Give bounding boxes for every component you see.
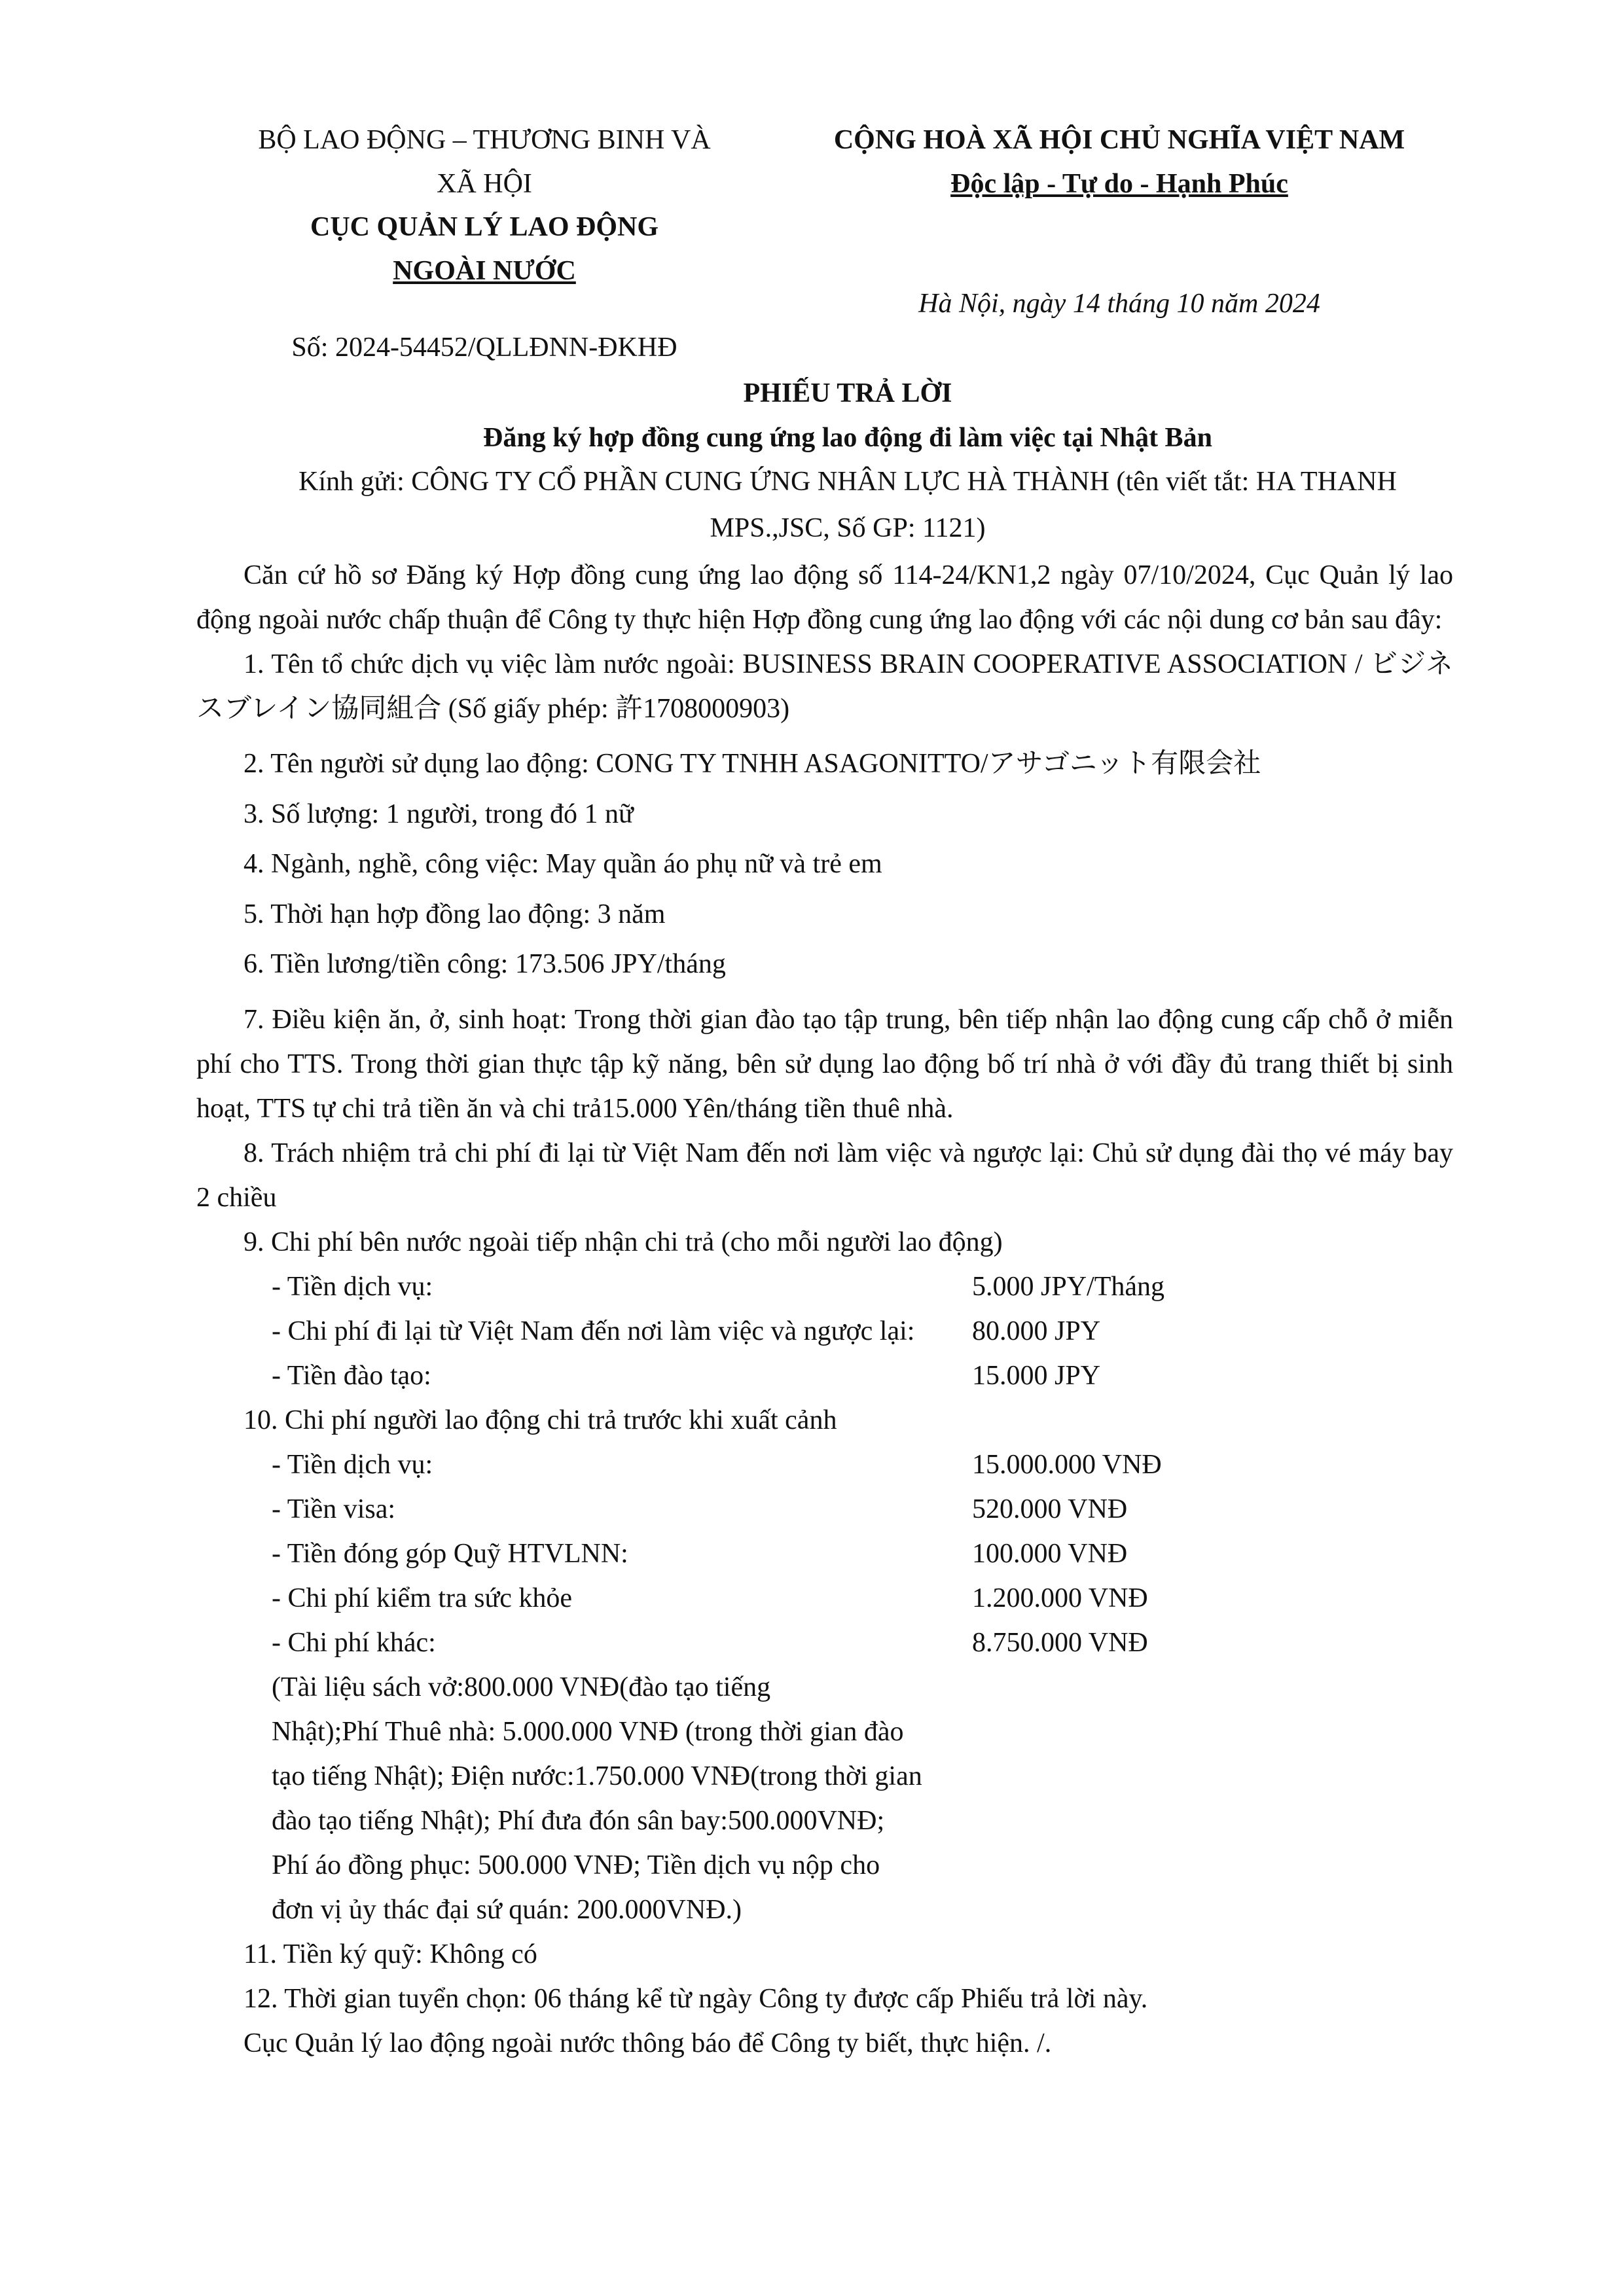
issuer-block	[216, 123, 753, 288]
item-10: 10. Chi phí người lao động chi trả trước khi xuất cảnh	[244, 1405, 837, 1435]
note-line: đơn vị ủy thác đại sứ quán: 200.000VNĐ.)	[272, 1895, 742, 1926]
cost-row	[196, 1576, 1453, 1621]
cost-row	[196, 1487, 1453, 1532]
cost-row	[196, 1443, 1453, 1487]
note-line: tạo tiếng Nhật); Điện nước:1.750.000 VNĐ(trong thời gian	[272, 1761, 922, 1792]
ministry-name-line2: XÃ HỘI	[437, 168, 532, 199]
document-number: Số: 2024-54452/QLLĐNN-ĐKHĐ	[291, 332, 677, 363]
item-2: 2. Tên người sử dụng lao động: CONG TY TNHH ASAGONITTO/アサゴニット有限会社	[244, 749, 1261, 780]
cost-value: 15.000 JPY	[972, 1360, 1101, 1391]
ministry-name-line1: BỘ LAO ĐỘNG – THƯƠNG BINH VÀ	[258, 125, 711, 155]
cost-label: - Tiền đào tạo:	[272, 1360, 431, 1391]
recipient-line1: Kính gửi: CÔNG TY CỔ PHẦN CUNG ỨNG NHÂN LỰC HÀ THÀNH (tên viết tắt: HA THANH	[298, 467, 1397, 497]
note-line: Nhật);Phí Thuê nhà: 5.000.000 VNĐ (trong thời gian đào	[272, 1717, 904, 1748]
national-header	[759, 123, 1479, 201]
item-3: 3. Số lượng: 1 người, trong đó 1 nữ	[244, 798, 634, 829]
cost-label: - Chi phí khác:	[272, 1628, 436, 1659]
cost-label: - Tiền visa:	[272, 1494, 396, 1524]
item-11: 11. Tiền ký quỹ: Không có	[244, 1939, 537, 1970]
recipient	[216, 465, 1479, 545]
cost-value: 8.750.000 VNĐ	[972, 1628, 1148, 1659]
document-body	[196, 553, 1453, 2066]
note-line: đào tạo tiếng Nhật); Phí đưa đón sân bay:500.000VNĐ;	[272, 1806, 885, 1837]
item-5: 5. Thời hạn hợp đồng lao động: 3 năm	[244, 899, 666, 929]
cost-value: 15.000.000 VNĐ	[972, 1449, 1162, 1480]
item-7: 7. Điều kiện ăn, ở, sinh hoạt: Trong thời gian đào tạo tập trung, bên tiếp nhận lao động cung cấp chỗ ở miễn phí cho TTS. Trong thời gian thực tập kỹ năng, bên sử dụng lao động bố trí nhà ở với đầy đủ trang thiết bị sinh hoạt, TTS tự chi trả tiền ăn và chi trả15.000 Yên/tháng tiền thuê nhà.	[196, 1004, 1453, 1124]
other-costs-note	[196, 1665, 1453, 1932]
department-name-line1: CỤC QUẢN LÝ LAO ĐỘNG	[310, 212, 659, 242]
cost-row	[196, 1532, 1453, 1576]
cost-value: 100.000 VNĐ	[972, 1539, 1128, 1569]
cost-value: 520.000 VNĐ	[972, 1494, 1128, 1524]
item-6: 6. Tiền lương/tiền công: 173.506 JPY/tháng	[244, 949, 726, 980]
note-line: Phí áo đồng phục: 500.000 VNĐ; Tiền dịch vụ nộp cho	[272, 1850, 880, 1881]
item-8: 8. Trách nhiệm trả chi phí đi lại từ Việt Nam đến nơi làm việc và ngược lại: Chủ sử dụng đài thọ vé máy bay 2 chiều	[196, 1138, 1453, 1213]
item-9: 9. Chi phí bên nước ngoài tiếp nhận chi trả (cho mỗi người lao động)	[244, 1227, 1003, 1257]
cost-row	[196, 1354, 1453, 1398]
cost-label: - Chi phí đi lại từ Việt Nam đến nơi làm việc và ngược lại:	[272, 1316, 915, 1346]
item-10-cost-table	[196, 1443, 1453, 1665]
cost-value: 5.000 JPY/Tháng	[972, 1271, 1164, 1302]
closing-statement: Cục Quản lý lao động ngoài nước thông báo để Công ty biết, thực hiện. /.	[244, 2028, 1052, 2059]
cost-value: 1.200.000 VNĐ	[972, 1583, 1148, 1614]
item-1: 1. Tên tổ chức dịch vụ việc làm nước ngoài: BUSINESS BRAIN COOPERATIVE ASSOCIATION / ビジネスブレイン協同組合 (Số giấy phép: 許1708000903)	[196, 649, 1453, 725]
cost-label: - Chi phí kiểm tra sức khỏe	[272, 1583, 573, 1614]
item-4: 4. Ngành, nghề, công việc: May quần áo phụ nữ và trẻ em	[244, 849, 882, 880]
cost-row	[196, 1309, 1453, 1354]
cost-value: 80.000 JPY	[972, 1316, 1101, 1346]
issue-date: Hà Nội, ngày 14 tháng 10 năm 2024	[918, 289, 1320, 319]
department-name-line2: NGOÀI NƯỚC	[393, 255, 576, 286]
cost-label: - Tiền dịch vụ:	[272, 1271, 433, 1302]
cost-row	[196, 1621, 1453, 1665]
cost-label: - Tiền dịch vụ:	[272, 1449, 433, 1480]
intro-paragraph: Căn cứ hồ sơ Đăng ký Hợp đồng cung ứng lao động số 114-24/KN1,2 ngày 07/10/2024, Cục Quản lý lao động ngoài nước chấp thuận để Công ty thực hiện Hợp đồng cung ứng lao động với các nội dung cơ bản sau đây:	[196, 560, 1453, 636]
document-subtitle: Đăng ký hợp đồng cung ứng lao động đi làm việc tại Nhật Bản	[483, 423, 1212, 453]
document-title: PHIẾU TRẢ LỜI	[743, 378, 952, 408]
item-9-cost-table	[196, 1265, 1453, 1398]
cost-label: - Tiền đóng góp Quỹ HTVLNN:	[272, 1539, 628, 1569]
recipient-line2: MPS.,JSC, Số GP: 1121)	[710, 512, 986, 543]
cost-row	[196, 1265, 1453, 1309]
national-motto: Độc lập - Tự do - Hạnh Phúc	[950, 168, 1288, 199]
item-12: 12. Thời gian tuyển chọn: 06 tháng kể từ ngày Công ty được cấp Phiếu trả lời này.	[244, 1984, 1148, 2015]
note-line: (Tài liệu sách vở:800.000 VNĐ(đào tạo tiếng	[272, 1672, 771, 1703]
country-name: CỘNG HOÀ XÃ HỘI CHỦ NGHĨA VIỆT NAM	[833, 125, 1405, 155]
